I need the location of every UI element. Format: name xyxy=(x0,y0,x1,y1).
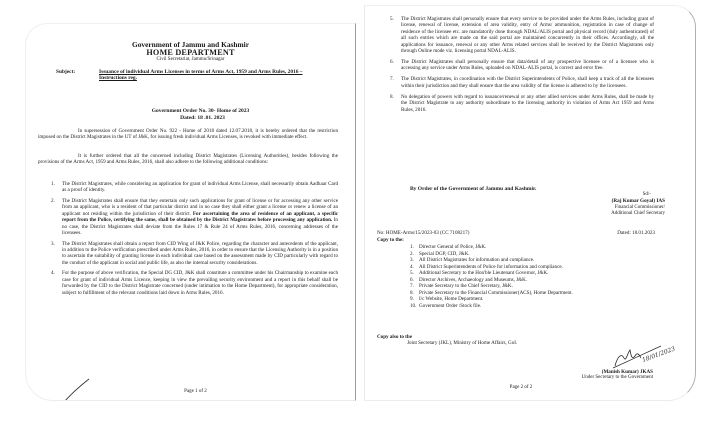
condition-item xyxy=(51,270,338,296)
paragraph-conditions-intro xyxy=(38,153,338,166)
recipient-text: Director Archives, Archaeology and Museums, J&K. xyxy=(419,276,528,283)
signatory-title: Financial Commissioner/ xyxy=(614,204,665,210)
item-text: No delegation of powers with regard to issuance/renewal or any other allied services under Arms Rules, shall be made by the District Magistrate to any authority subordinate to the licensing authority in violation of Arms Act 1959 and Arms Rules, 2016. xyxy=(401,93,654,113)
item-text: For the purpose of above verification, the Special DG CID, J&K shall constitute a committee under his Chairmanship to examine each case for grant of individual Arms Licence, keeping in view the prevailing security environment and a report in this behalf shall be forwarded by the CID to the District Magistrate concerned (under intimation to the Home Department), for appropriate consideration, subject to fulfillment of the relevant conditions laid down in Arms Rules, 2016. xyxy=(62,270,338,296)
recipient-text: All District Magistrates for information and compliance. xyxy=(419,257,535,263)
item-number: 5. xyxy=(390,16,394,22)
paragraph-text: In supersession of Government Order No. 922 - Home of 2018 dated 12.07.2018, it is hereby ordered that the restriction imposed on the District Magistrates in the UT of J&K, for issuing fresh individual Arms Licenses, is revoked with immediate effect. xyxy=(38,128,338,141)
condition-item xyxy=(51,241,338,267)
document-page-1 xyxy=(25,23,356,401)
department-name: HOME DEPARTMENT xyxy=(146,48,235,57)
condition-item xyxy=(390,16,654,54)
office-address: Civil Secretariat, Jammu/Srinagar xyxy=(156,57,225,62)
item-text: The District Magistrates, while considering an application for grant of individual Arms License, shall necessarily obtain Aadhaar Card as a proof of identity. xyxy=(62,181,338,194)
under-secretary-block xyxy=(582,369,653,381)
recipient-text: Private Secretary to the Financial Commissioner(ACS), Home Department. xyxy=(419,289,573,296)
conditions-list-page-2 xyxy=(390,16,654,118)
item-number: 3. xyxy=(410,257,414,263)
conditions-list-page-1 xyxy=(51,181,338,300)
item-text: In no case, the District Magistrates shall deviate from the Rules 17 & Rule 24 of Arms Rules, 2016, concerning addresses of the licensees. xyxy=(62,217,338,237)
under-secretary-name: (Manish Kumar) JKAS xyxy=(601,369,653,375)
item-number: 4. xyxy=(51,270,55,277)
item-number: 2. xyxy=(410,250,414,257)
item-text-bold: For ascertaining the area of residence of an applicant, a specific report from the Police, certifying the same, shall be obtained by the District Magistrates before processing any application. xyxy=(62,210,338,224)
copy-also-label: Copy also to the xyxy=(377,334,412,340)
recipient-text: Special DGP, CID, J&K. xyxy=(419,250,470,257)
item-number: 6. xyxy=(390,59,394,66)
item-number: 8. xyxy=(390,93,394,100)
under-secretary-title: Under Secretary to the Government xyxy=(581,375,653,381)
recipient-text: I/c Website, Home Department. xyxy=(419,296,484,302)
item-number: 4. xyxy=(410,263,414,270)
condition-item xyxy=(390,59,654,72)
item-number: 6. xyxy=(410,276,414,283)
condition-item xyxy=(390,76,654,89)
item-number: 3. xyxy=(51,240,55,247)
govt-name: Government of Jammu and Kashmir xyxy=(131,40,250,49)
item-number: 5. xyxy=(410,270,414,276)
reference-number: No: HOME-Arms/15/2023-03 (CC 7108217) xyxy=(377,230,470,236)
signatory-block xyxy=(611,192,665,217)
document-page-2 xyxy=(364,5,696,401)
condition-item xyxy=(51,181,338,194)
item-text: The District Magistrates shall obtain a report from CID Wing of J&K Police, regarding the character and antecedents of the applicant, in addition to the Police verification prescribed under Arms Rules, 2016, in order to ensure that the Licensing Authority is in a position to ascertain the suitability of granting license in each individual case based on the assessment made by CID particularly with regard to the conduct of the applicant in social and public life, as also the internal security considerations. xyxy=(62,240,338,266)
by-order-line: By Order of the Government of Jammu and Kashmir. xyxy=(410,186,537,192)
page-number: Page 2 of 2 xyxy=(509,385,533,390)
condition-item xyxy=(51,198,338,236)
signed-mark: Sd/- xyxy=(642,192,651,197)
recipient-text: Government Order /Stock file. xyxy=(419,302,482,309)
signature-date: 18/01/2023 xyxy=(641,345,677,364)
order-date: Dated: 18 .01. 2023 xyxy=(180,115,225,121)
condition-item xyxy=(390,94,654,113)
recipient-text: All District Superintendents of Police for information and compliance. xyxy=(419,263,563,270)
recipient-text: Director General of Police, J&K. xyxy=(419,244,487,250)
item-text: The District Magistrates, in coordination with the District Superintendents of Police, shall keep a track of all the licensees within their jurisdiction and they shall ensure that the area validity of the license is adhered to by the licensees. xyxy=(401,76,654,89)
signatory-name: (Raj Kumar Goyal) IAS xyxy=(611,198,665,205)
item-number: 10. xyxy=(410,302,417,309)
item-number: 8. xyxy=(410,289,414,296)
item-number: 7. xyxy=(390,76,394,83)
item-number: 7. xyxy=(410,283,414,289)
reference-date: Dated: 18.01.2023 xyxy=(617,230,655,236)
paragraph-supersession xyxy=(38,128,338,141)
order-number: Government Order No. 30- Home of 2023 xyxy=(151,108,250,114)
copy-recipient xyxy=(410,303,573,310)
handwritten-signature xyxy=(597,336,677,370)
item-text: The District Magistrates shall personally ensure that data/detail of any prospective licensee or of a licensee who is accessing any service under Arms Rules, uploaded on NDAL-ALIS portal, is correct and error free. xyxy=(401,59,654,72)
copy-to-list xyxy=(410,244,573,309)
subject-label: Subject: xyxy=(56,69,76,75)
recipient-text: Private Secretary to the Chief Secretary, J&K. xyxy=(419,283,513,289)
item-number: 1. xyxy=(410,244,414,250)
page-number: Page 1 of 2 xyxy=(184,389,207,394)
copy-also-recipient: Joint Secretary (JKL), Ministry of Home Affairs, GoI. xyxy=(407,340,518,346)
item-number: 9. xyxy=(410,296,414,302)
paragraph-text: It is further ordered that all the concerned including District Magistrates (Licensing Authorities), besides following the provisions of the Arms Act, 1959 and Arms Rules, 2016, shall also adhere to the following additional conditions: xyxy=(38,153,338,166)
item-number: 1. xyxy=(51,181,55,187)
copy-to-label: Copy to the: xyxy=(377,237,404,243)
item-text: The District Magistrates shall ensure that they entertain only such applications for grant of license or for accessing any other service from an applicant, who is a resident of that particular district and in no case they shall either grant a license or renew a license of an applicant not residing within the jurisdiction of their district. xyxy=(62,198,338,217)
subject-text: Issuance of individual Arms Licenses in terms of Arms Act, 1959 and Arms Rules, 2016 – Instructions reg. xyxy=(99,69,303,82)
item-number: 2. xyxy=(51,198,55,204)
recipient-text: Additional Secretary to the Hon'ble Lieutenant Governor, J&K. xyxy=(419,270,549,276)
item-text: The District Magistrates shall personally ensure that every service to be provided under the Arms Rules, including grant of license, renewal of license, extension of area validity, entry of Arms/ ammunition, registration in case of change of residence of the licensee etc. are mandatorily done through NDAL/ALIS portal and physical record (duly authenticated) of all such entries which are made on the said portal are maintained concurrently in their offices. Accordingly, all the applications for issuance, renewal or any other Arms related services shall be received by the District Magistrates only through Online mode viz. licensing portal NDAL-ALIS. xyxy=(401,16,654,55)
signatory-title: Additional Chief Secretary xyxy=(611,210,665,216)
